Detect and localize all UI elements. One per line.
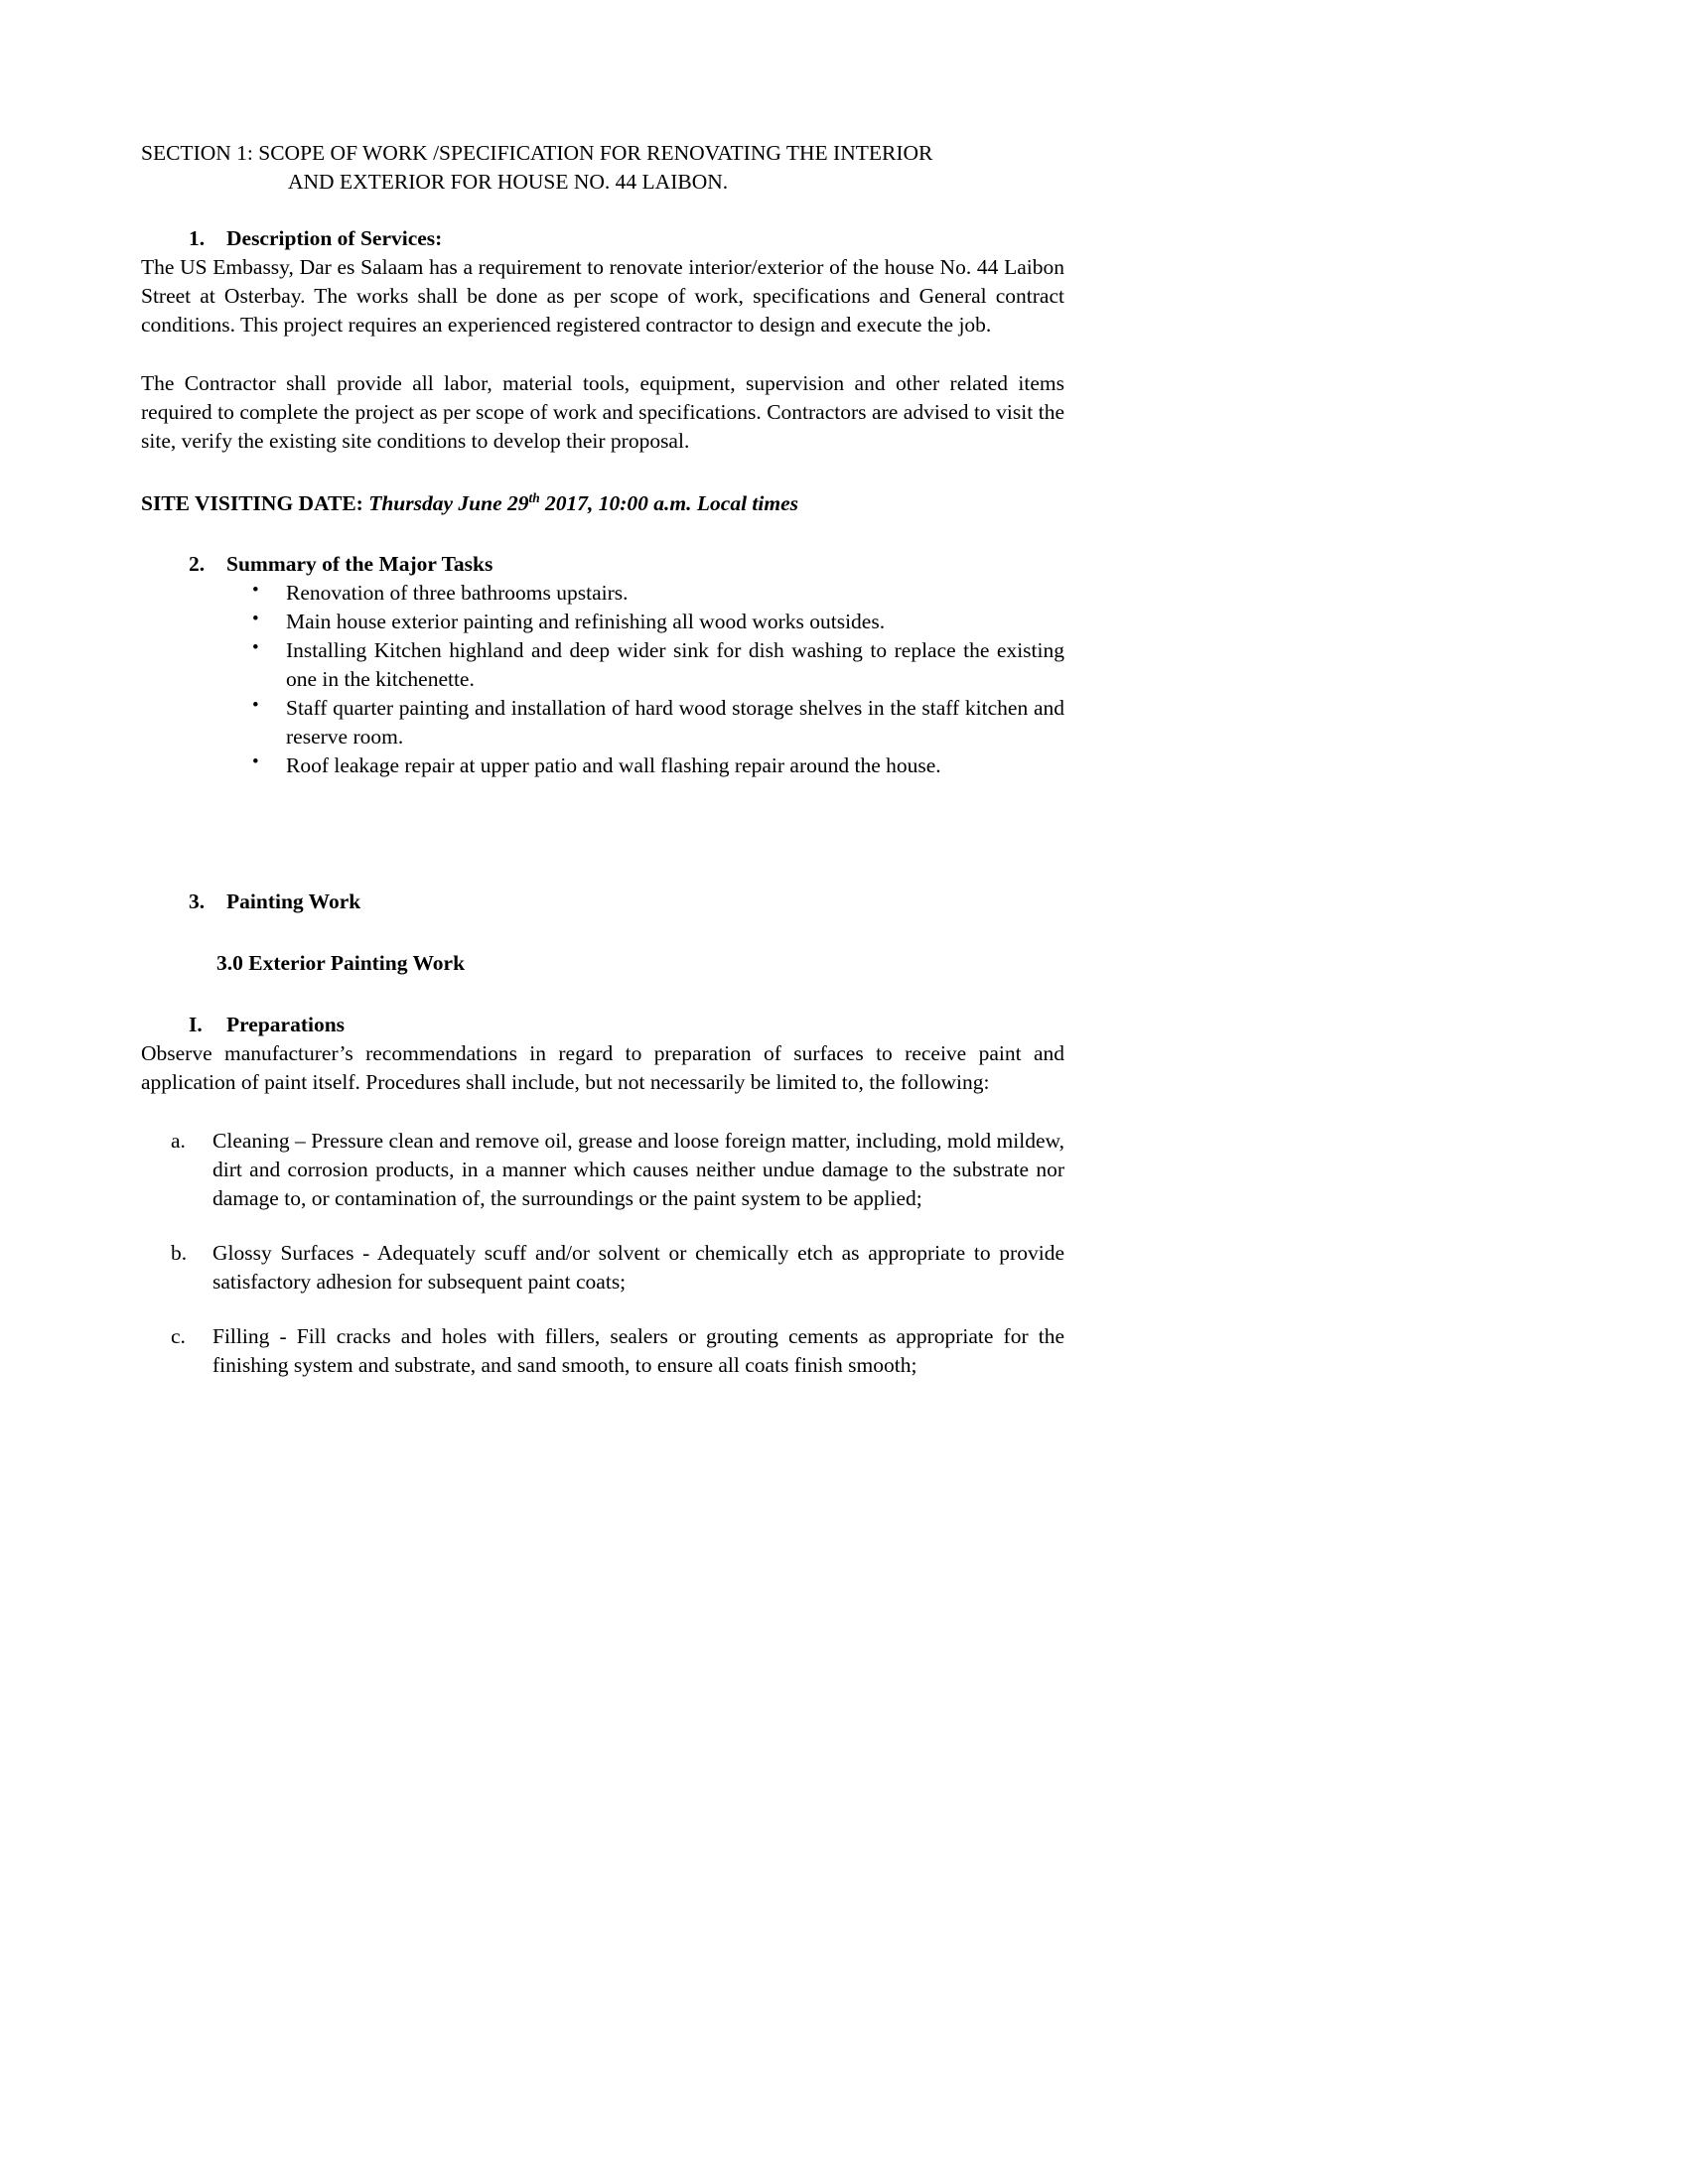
list-item-marker: b. <box>171 1240 188 1265</box>
list-item-marker: c. <box>171 1323 186 1348</box>
section-3-number: 3. <box>189 889 206 914</box>
list-item <box>141 1239 1064 1297</box>
list-item: • Roof leakage repair at upper patio and wall flashing repair around the house. <box>141 751 1064 780</box>
list-item-marker: a. <box>171 1129 186 1154</box>
document-title-line-1: SECTION 1: SCOPE OF WORK /SPECIFICATION FOR RENOVATING THE INTERIOR <box>141 141 933 165</box>
list-item: • Staff quarter painting and installation of hard wood storage shelves in the staff kitchen and reserve room. <box>141 694 1064 751</box>
list-item-text: Filling - Fill cracks and holes with fillers, sealers or grouting cements as appropriate for the finishing system and substrate, and sand smooth, to ensure all coats finish smooth; <box>212 1323 1064 1377</box>
site-visiting-date-value <box>368 491 798 515</box>
major-tasks-list <box>141 579 1064 779</box>
list-item: • Renovation of three bathrooms upstairs. <box>141 579 1064 608</box>
heading-description-of-services <box>141 225 1064 253</box>
preparations-heading-text: Preparations <box>226 1013 346 1037</box>
section-1-heading-text: Description of Services: <box>226 226 443 251</box>
heading-preparations <box>141 1012 1064 1039</box>
spacer <box>141 340 1064 369</box>
list-item: • Main house exterior painting and refinishing all wood works outsides. <box>141 608 1064 636</box>
spacer <box>141 1097 1064 1127</box>
preparations-roman-number: I. <box>189 1013 203 1037</box>
list-item <box>141 1322 1064 1380</box>
spacer <box>141 978 1064 1012</box>
section-2-number: 2. <box>189 552 206 577</box>
section-1-number: 1. <box>189 226 206 251</box>
list-item: • Installing Kitchen highland and deep wider sink for dish washing to replace the existing one in the kitchenette. <box>141 636 1064 694</box>
description-paragraph-2: The Contractor shall provide all labor, material tools, equipment, supervision and other related items required to complete the project as per scope of work and specifications. Contractors are advised to visit the site, verify the existing site conditions to develop their proposal. <box>141 370 1064 453</box>
document-title <box>141 139 1064 196</box>
heading-summary-major-tasks <box>141 551 1064 579</box>
spacer <box>141 196 1064 225</box>
section-2-heading-text: Summary of the Major Tasks <box>226 552 493 577</box>
preparations-intro-paragraph: Observe manufacturer’s recommendations in regard to preparation of surfaces to receive paint and application of paint itself. Procedures shall include, but not necessarily be limited to, the following: <box>141 1041 1064 1095</box>
site-visiting-date-ordinal-suffix: th <box>528 489 540 505</box>
spacer <box>141 779 1064 888</box>
spacer <box>141 916 1064 950</box>
description-paragraph-1: The US Embassy, Dar es Salaam has a requirement to renovate interior/exterior of the house No. 44 Laibon Street at Osterbay. The works shall be done as per scope of work, specifications and General contract conditions. This project requires an experienced registered contractor to design and execute the job. <box>141 255 1064 337</box>
document-title-line-2: AND EXTERIOR FOR HOUSE NO. 44 LAIBON. <box>288 169 729 194</box>
preparations-item-list <box>141 1127 1064 1379</box>
site-visiting-date-label: SITE VISITING DATE: <box>141 490 363 515</box>
spacer <box>141 517 1064 551</box>
site-visiting-date-prefix: Thursday June 29 <box>368 490 529 515</box>
list-item <box>141 1127 1064 1213</box>
document-content <box>141 139 1064 1405</box>
heading-painting-work <box>141 888 1064 916</box>
list-item-text: Glossy Surfaces - Adequately scuff and/or solvent or chemically etch as appropriate to provide satisfactory adhesion for subsequent paint coats; <box>212 1240 1064 1294</box>
section-3-heading-text: Painting Work <box>226 889 361 914</box>
list-item-text: Cleaning – Pressure clean and remove oil, grease and loose foreign matter, including, mold mildew, dirt and corrosion products, in a manner which causes neither undue damage to the substrate nor damage to, or contamination of, the surroundings or the paint system to be applied; <box>212 1129 1064 1210</box>
heading-exterior-painting-work: 3.0 Exterior Painting Work <box>216 951 466 976</box>
spacer <box>141 456 1064 489</box>
site-visiting-date-line <box>141 489 1064 518</box>
site-visiting-date-rest: 2017, 10:00 a.m. Local times <box>539 490 799 515</box>
